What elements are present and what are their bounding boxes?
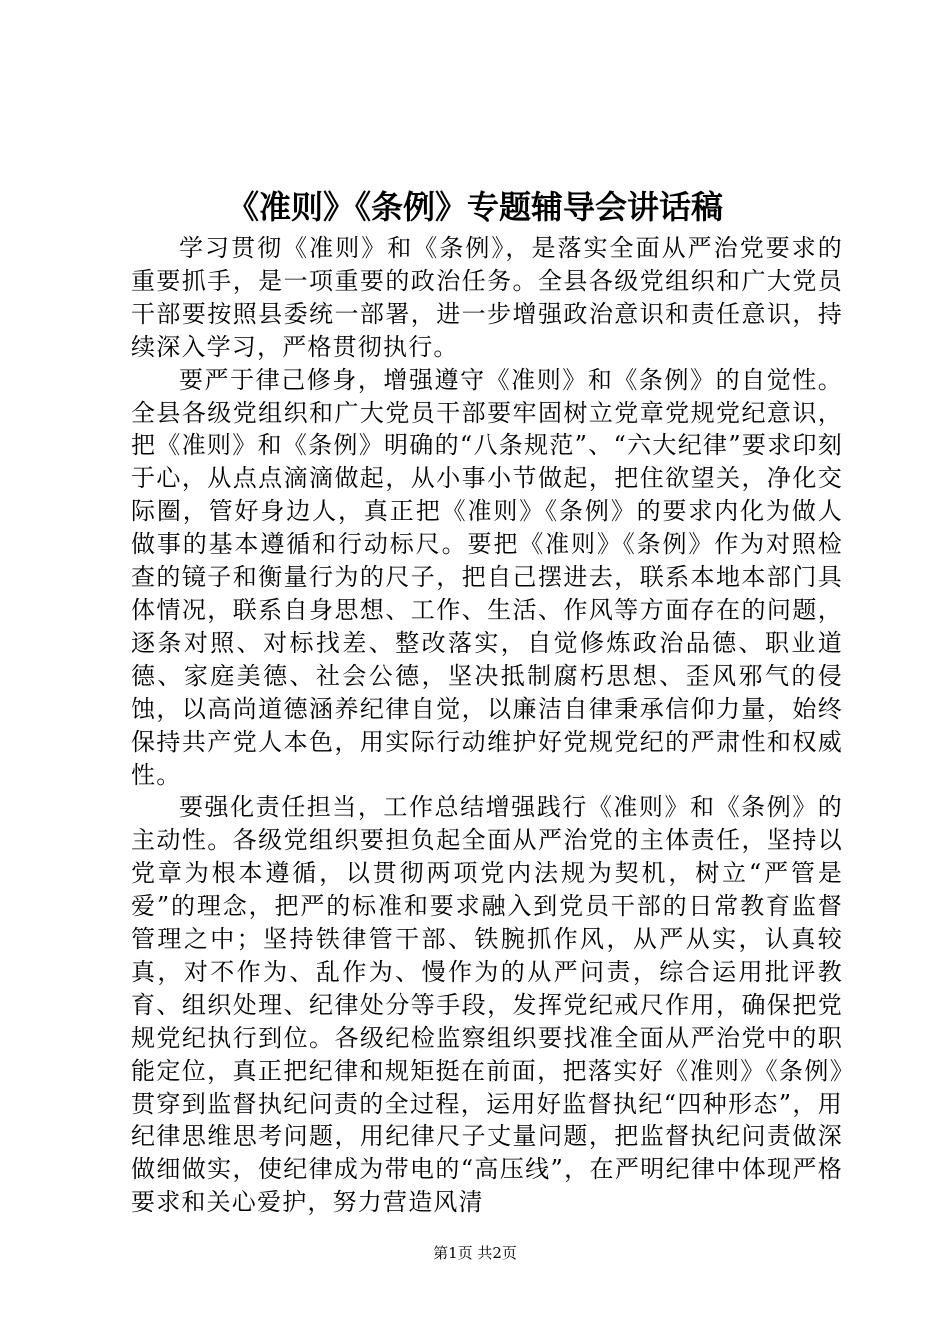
document-body bbox=[131, 232, 843, 1219]
document-title: 《准则》《条例》专题辅导会讲话稿 bbox=[226, 188, 723, 226]
page-footer bbox=[0, 1242, 950, 1264]
body-paragraph: 学习贯彻《准则》和《条例》，是落实全面从严治党要求的重要抓手，是一项重要的政治任务。全县各级党组织和广大党员干部要按照县委统一部署，进一步增强政治意识和责任意识，持续深入学习，严格贯彻执行。 bbox=[131, 234, 843, 361]
page-number: 第1页 共2页 bbox=[433, 1244, 517, 1262]
body-paragraph: 要强化责任担当，工作总结增强践行《准则》和《条例》的主动性。各级党组织要担负起全面从严治党的主体责任，坚持以党章为根本遵循，以贯彻两项党内法规为契机，树立“严管是爱”的理念，把严的标准和要求融入到党员干部的日常教育监督管理之中；坚持铁律管干部、铁腕抓作风，从严从实，认真较真，对不作为、乱作为、慢作为的从严问责，综合运用批评教育、组织处理、纪律处分等手段，发挥党纪戒尺作用，确保把党规党纪执行到位。各级纪检监察组织要找准全面从严治党中的职能定位，真正把纪律和规矩挺在前面，把落实好《准则》《条例》贯穿到监督执纪问责的全过程，运用好监督执纪“四种形态”，用纪律思维思考问题，用纪律尺子丈量问题，把监督执纪问责做深做细做实，使纪律成为带电的“高压线”，在严明纪律中体现严格要求和关心爱护，努力营造风清 bbox=[131, 793, 843, 1217]
body-paragraph: 要严于律己修身，增强遵守《准则》和《条例》的自觉性。全县各级党组织和广大党员干部要牢固树立党章党规党纪意识，把《准则》和《条例》明确的“八条规范”、“六大纪律”要求印刻于心，从点点滴滴做起，从小事小节做起，把住欲望关，净化交际圈，管好身边人，真正把《准则》《条例》的要求内化为做人做事的基本遵循和行动标尺。要把《准则》《条例》作为对照检查的镜子和衡量行为的尺子，把自己摆进去，联系本地本部门具体情况，联系自身思想、工作、生活、作风等方面存在的问题，逐条对照、对标找差、整改落实，自觉修炼政治品德、职业道德、家庭美德、社会公德，坚决抵制腐朽思想、歪风邪气的侵蚀，以高尚道德涵养纪律自觉，以廉洁自律秉承信仰力量，始终保持共产党人本色，用实际行动维护好党规党纪的严肃性和权威性。 bbox=[131, 365, 843, 789]
